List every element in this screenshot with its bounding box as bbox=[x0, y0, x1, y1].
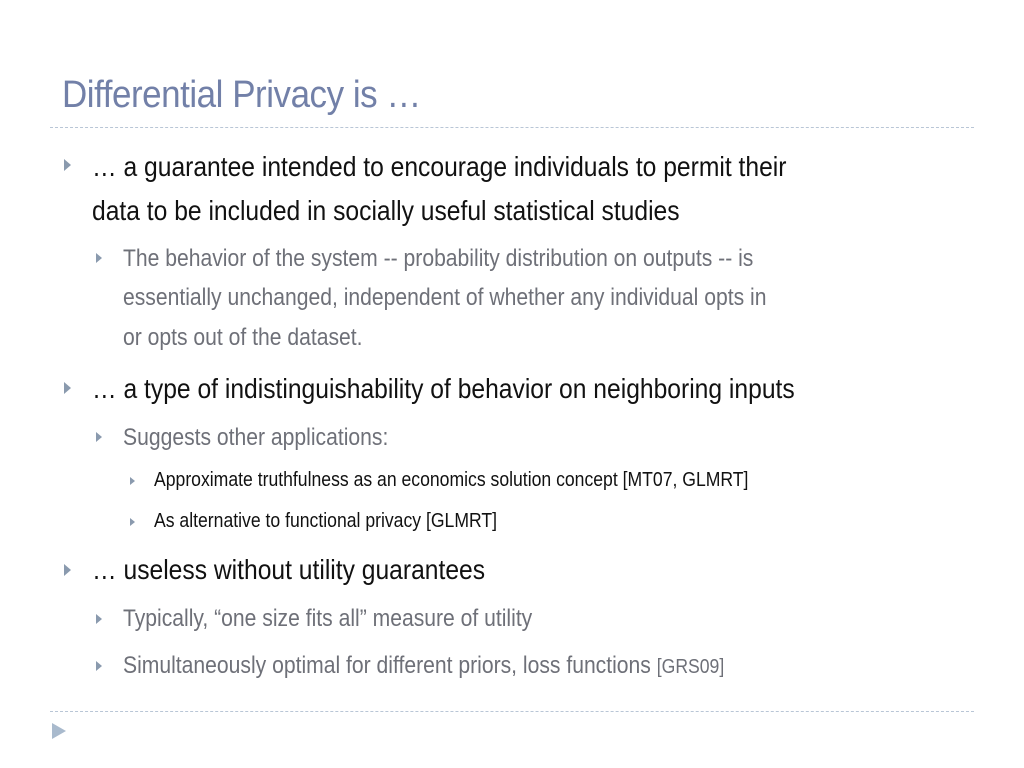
play-arrow-icon bbox=[50, 721, 68, 741]
triangle-bullet-icon bbox=[94, 659, 104, 673]
bullet-text-line: or opts out of the dataset. bbox=[123, 324, 363, 351]
bullet-text-line: Approximate truthfulness as an economics solution concept [MT07, GLMRT] bbox=[154, 469, 749, 491]
bullet-text-line: data to be included in socially useful statistical studies bbox=[92, 195, 680, 226]
triangle-bullet-icon bbox=[62, 381, 72, 395]
triangle-bullet-icon bbox=[128, 515, 138, 529]
triangle-bullet-icon bbox=[94, 430, 104, 444]
triangle-bullet-icon bbox=[94, 251, 104, 265]
triangle-bullet-icon bbox=[128, 474, 138, 488]
citation-ref: [GRS09] bbox=[656, 656, 725, 678]
bullet-text-line: … a guarantee intended to encourage individuals to permit their bbox=[92, 151, 787, 182]
bullet-text-line: As alternative to functional privacy [GLMRT] bbox=[154, 510, 498, 532]
bullet-text-line: essentially unchanged, independent of whether any individual opts in bbox=[123, 284, 767, 311]
bullet-text-line: Typically, “one size fits all” measure of utility bbox=[123, 605, 533, 632]
triangle-bullet-icon bbox=[94, 612, 104, 626]
footer-divider bbox=[50, 711, 974, 712]
slide-title: Differential Privacy is … bbox=[62, 74, 421, 116]
title-divider bbox=[50, 127, 974, 128]
triangle-bullet-icon bbox=[62, 158, 72, 172]
bullet-text: Simultaneously optimal for different priors, loss functions bbox=[123, 652, 657, 679]
bullet-text-line: Suggests other applications: bbox=[123, 424, 389, 451]
bullet-text-line: … a type of indistinguishability of behavior on neighboring inputs bbox=[92, 373, 795, 404]
bullet-text-line bbox=[123, 646, 724, 687]
bullet-text-line: The behavior of the system -- probability distribution on outputs -- is bbox=[123, 245, 754, 272]
bullet-text-line: … useless without utility guarantees bbox=[92, 554, 486, 585]
triangle-bullet-icon bbox=[62, 563, 72, 577]
